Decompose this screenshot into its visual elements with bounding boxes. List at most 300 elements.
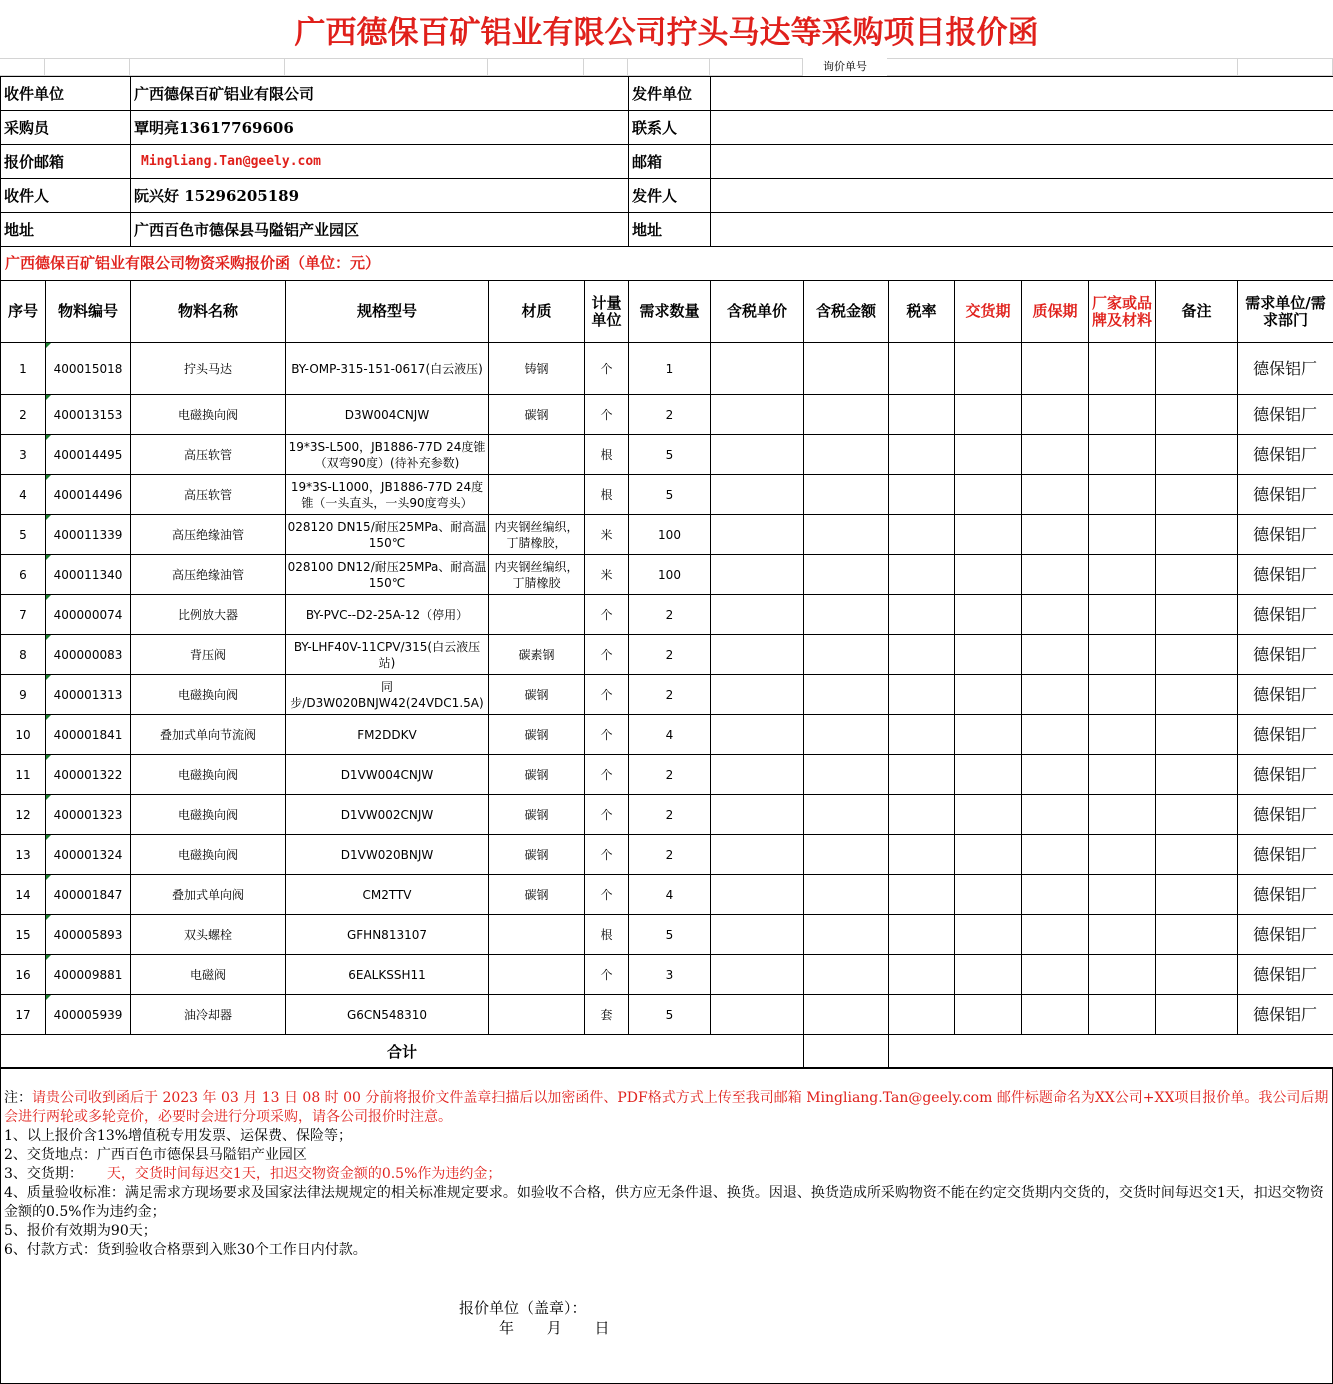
info-row bbox=[1, 77, 1333, 111]
cell-code[interactable]: 400001324 bbox=[46, 835, 131, 875]
cell-blank[interactable] bbox=[804, 715, 889, 755]
cell-name[interactable]: 电磁阀 bbox=[131, 955, 286, 995]
cell-dept[interactable]: 德保铝厂 bbox=[1238, 675, 1333, 715]
cell-unit[interactable]: 个 bbox=[585, 675, 629, 715]
cell-spec[interactable]: 028100 DN12/耐压25MPa、耐高温150℃ bbox=[286, 555, 489, 595]
cell-name[interactable]: 比例放大器 bbox=[131, 595, 286, 635]
column-header: 税率 bbox=[889, 281, 955, 343]
cell-blank[interactable] bbox=[711, 795, 804, 835]
cell-material[interactable]: 内夹钢丝编织，丁腈橡胶， bbox=[489, 515, 585, 555]
column-header: 厂家或品牌及材料 bbox=[1089, 281, 1156, 343]
cell-blank[interactable] bbox=[1156, 995, 1238, 1035]
note-item-3-text: 天，交货时间每迟交1天，扣迟交物资金额的0.5%作为违约金； bbox=[83, 1166, 501, 1182]
cell-blank[interactable] bbox=[1022, 715, 1089, 755]
note-item-3-prefix: 3、交货期： bbox=[4, 1166, 83, 1182]
cell-blank[interactable] bbox=[1022, 955, 1089, 995]
cell-qty[interactable]: 2 bbox=[629, 395, 711, 435]
cell-blank[interactable] bbox=[1156, 955, 1238, 995]
cell-blank[interactable] bbox=[1156, 915, 1238, 955]
cell-blank[interactable] bbox=[1089, 755, 1156, 795]
cell-blank[interactable] bbox=[889, 915, 955, 955]
cell-spec[interactable]: G6CN548310 bbox=[286, 995, 489, 1035]
cell-no[interactable]: 7 bbox=[1, 595, 46, 635]
cell-material[interactable]: 碳钢 bbox=[489, 795, 585, 835]
cell-blank[interactable] bbox=[955, 835, 1022, 875]
cell-name[interactable]: 电磁换向阀 bbox=[131, 795, 286, 835]
cell-dept[interactable]: 德保铝厂 bbox=[1238, 995, 1333, 1035]
cell-dept[interactable]: 德保铝厂 bbox=[1238, 955, 1333, 995]
cell-unit[interactable]: 个 bbox=[585, 755, 629, 795]
cell-dept[interactable]: 德保铝厂 bbox=[1238, 795, 1333, 835]
cell-qty[interactable]: 4 bbox=[629, 715, 711, 755]
cell-name[interactable]: 双头螺栓 bbox=[131, 915, 286, 955]
table-row bbox=[1, 675, 1333, 715]
note-item-5: 5、报价有效期为90天； bbox=[1, 1222, 1332, 1241]
cell-blank[interactable] bbox=[804, 515, 889, 555]
cell-blank[interactable] bbox=[1156, 343, 1238, 395]
cell-unit[interactable]: 个 bbox=[585, 635, 629, 675]
cell-blank[interactable] bbox=[889, 435, 955, 475]
sender-address-label: 地址 bbox=[629, 213, 711, 247]
cell-material[interactable]: 铸钢 bbox=[489, 343, 585, 395]
cell-blank[interactable] bbox=[1022, 795, 1089, 835]
info-row bbox=[1, 213, 1333, 247]
cell-blank[interactable] bbox=[1089, 675, 1156, 715]
cell-no[interactable]: 15 bbox=[1, 915, 46, 955]
page-title: 广西德保百矿铝业有限公司拧头马达等采购项目报价函 bbox=[0, 0, 1333, 58]
cell-code[interactable]: 400011339 bbox=[46, 515, 131, 555]
cell-blank[interactable] bbox=[1089, 435, 1156, 475]
note-item-1: 1、以上报价含13%增值税专用发票、运保费、保险等； bbox=[1, 1127, 1332, 1146]
cell-spec[interactable]: D1VW004CNJW bbox=[286, 755, 489, 795]
cell-unit[interactable]: 米 bbox=[585, 515, 629, 555]
total-amount[interactable] bbox=[804, 1035, 889, 1068]
cell-spec[interactable]: D1VW020BNJW bbox=[286, 835, 489, 875]
notes-prefix: 注： bbox=[4, 1090, 32, 1106]
cell-no[interactable]: 14 bbox=[1, 875, 46, 915]
cell-spec[interactable]: D3W004CNJW bbox=[286, 395, 489, 435]
cell-blank[interactable] bbox=[889, 755, 955, 795]
cell-no[interactable]: 3 bbox=[1, 435, 46, 475]
cell-blank[interactable] bbox=[1022, 343, 1089, 395]
cell-no[interactable]: 8 bbox=[1, 635, 46, 675]
cell-spec[interactable]: FM2DDKV bbox=[286, 715, 489, 755]
cell-blank[interactable] bbox=[1022, 555, 1089, 595]
cell-blank[interactable] bbox=[1022, 755, 1089, 795]
cell-dept[interactable]: 德保铝厂 bbox=[1238, 875, 1333, 915]
cell-blank[interactable] bbox=[711, 515, 804, 555]
note-item-3 bbox=[1, 1165, 1332, 1184]
cell-blank[interactable] bbox=[711, 395, 804, 435]
sender-unit-label: 发件单位 bbox=[629, 77, 711, 111]
cell-dept[interactable]: 德保铝厂 bbox=[1238, 515, 1333, 555]
cell-name[interactable]: 油冷却器 bbox=[131, 995, 286, 1035]
cell-material[interactable]: 碳钢 bbox=[489, 675, 585, 715]
cell-name[interactable]: 电磁换向阀 bbox=[131, 675, 286, 715]
cell-blank[interactable] bbox=[1156, 435, 1238, 475]
cell-blank[interactable] bbox=[711, 475, 804, 515]
cell-no[interactable]: 17 bbox=[1, 995, 46, 1035]
cell-blank[interactable] bbox=[804, 955, 889, 995]
cell-blank[interactable] bbox=[1022, 395, 1089, 435]
cell-spec[interactable]: GFHN813107 bbox=[286, 915, 489, 955]
cell-blank[interactable] bbox=[711, 555, 804, 595]
cell-blank[interactable] bbox=[889, 795, 955, 835]
cell-blank[interactable] bbox=[1089, 715, 1156, 755]
cell-blank[interactable] bbox=[804, 755, 889, 795]
sender-unit-value[interactable] bbox=[711, 77, 1333, 111]
receiver-value[interactable]: 阮兴好 15296205189 bbox=[131, 179, 629, 213]
cell-blank[interactable] bbox=[1156, 715, 1238, 755]
cell-unit[interactable]: 根 bbox=[585, 435, 629, 475]
cell-unit[interactable]: 个 bbox=[585, 835, 629, 875]
cell-blank[interactable] bbox=[1156, 395, 1238, 435]
cell-blank[interactable] bbox=[711, 435, 804, 475]
cell-blank[interactable] bbox=[804, 635, 889, 675]
cell-unit[interactable]: 根 bbox=[585, 915, 629, 955]
cell-no[interactable]: 16 bbox=[1, 955, 46, 995]
cell-no[interactable]: 4 bbox=[1, 475, 46, 515]
cell-blank[interactable] bbox=[804, 395, 889, 435]
cell-qty[interactable]: 2 bbox=[629, 755, 711, 795]
cell-blank[interactable] bbox=[1022, 835, 1089, 875]
recipient-unit-value[interactable]: 广西德保百矿铝业有限公司 bbox=[131, 77, 629, 111]
cell-no[interactable]: 12 bbox=[1, 795, 46, 835]
cell-blank[interactable] bbox=[804, 343, 889, 395]
cell-blank[interactable] bbox=[1022, 515, 1089, 555]
table-row bbox=[1, 635, 1333, 675]
sender-label: 发件人 bbox=[629, 179, 711, 213]
cell-qty[interactable]: 5 bbox=[629, 475, 711, 515]
cell-blank[interactable] bbox=[889, 875, 955, 915]
quote-email-label: 报价邮箱 bbox=[1, 145, 131, 179]
cell-blank[interactable] bbox=[1089, 515, 1156, 555]
cell-name[interactable]: 高压绝缘油管 bbox=[131, 515, 286, 555]
cell-unit[interactable]: 个 bbox=[585, 955, 629, 995]
cell-code[interactable]: 400001323 bbox=[46, 795, 131, 835]
cell-blank[interactable] bbox=[1022, 435, 1089, 475]
cell-unit[interactable]: 根 bbox=[585, 475, 629, 515]
cell-blank[interactable] bbox=[1156, 875, 1238, 915]
cell-qty[interactable]: 2 bbox=[629, 835, 711, 875]
cell-blank[interactable] bbox=[1156, 835, 1238, 875]
cell-blank[interactable] bbox=[804, 915, 889, 955]
cell-dept[interactable]: 德保铝厂 bbox=[1238, 595, 1333, 635]
cell-qty[interactable]: 3 bbox=[629, 955, 711, 995]
cell-material[interactable]: 内夹钢丝编织，丁腈橡胶 bbox=[489, 555, 585, 595]
cell-no[interactable]: 5 bbox=[1, 515, 46, 555]
cell-blank[interactable] bbox=[1022, 475, 1089, 515]
cell-spec[interactable]: 028120 DN15/耐压25MPa、耐高温150℃ bbox=[286, 515, 489, 555]
cell-blank[interactable] bbox=[955, 343, 1022, 395]
cell-code[interactable]: 400000083 bbox=[46, 635, 131, 675]
cell-qty[interactable]: 2 bbox=[629, 595, 711, 635]
address-value[interactable]: 广西百色市德保县马隘铝产业园区 bbox=[131, 213, 629, 247]
contact-label: 联系人 bbox=[629, 111, 711, 145]
cell-code[interactable]: 400005893 bbox=[46, 915, 131, 955]
cell-blank[interactable] bbox=[711, 955, 804, 995]
cell-material[interactable] bbox=[489, 955, 585, 995]
cell-name[interactable]: 拧头马达 bbox=[131, 343, 286, 395]
cell-blank[interactable] bbox=[955, 515, 1022, 555]
cell-no[interactable]: 9 bbox=[1, 675, 46, 715]
cell-blank[interactable] bbox=[889, 635, 955, 675]
cell-code[interactable]: 400013153 bbox=[46, 395, 131, 435]
cell-spec[interactable]: 19*3S-L1000，JB1886-77D 24度锥（一头直头，一头90度弯头） bbox=[286, 475, 489, 515]
cell-blank[interactable] bbox=[1089, 595, 1156, 635]
cell-blank[interactable] bbox=[804, 475, 889, 515]
cell-dept[interactable]: 德保铝厂 bbox=[1238, 555, 1333, 595]
cell-blank[interactable] bbox=[711, 635, 804, 675]
cell-code[interactable]: 400015018 bbox=[46, 343, 131, 395]
buyer-value[interactable]: 覃明亮13617769606 bbox=[131, 111, 629, 145]
cell-blank[interactable] bbox=[1089, 343, 1156, 395]
cell-spec[interactable]: BY-OMP-315-151-0617(白云液压) bbox=[286, 343, 489, 395]
cell-dept[interactable]: 德保铝厂 bbox=[1238, 915, 1333, 955]
cell-blank[interactable] bbox=[889, 395, 955, 435]
cell-qty[interactable]: 1 bbox=[629, 343, 711, 395]
cell-name[interactable]: 电磁换向阀 bbox=[131, 835, 286, 875]
cell-blank[interactable] bbox=[955, 635, 1022, 675]
note-item-4: 4、质量验收标准：满足需求方现场要求及国家法律法规规定的相关标准规定要求。如验收不合格，供方应无条件退、换货。因退、换货造成所采购物资不能在约定交货期内交货的，交货时间每迟交1天，扣迟交物资金额的0.5%作为违约金； bbox=[1, 1184, 1332, 1222]
cell-material[interactable] bbox=[489, 435, 585, 475]
cell-no[interactable]: 13 bbox=[1, 835, 46, 875]
cell-code[interactable]: 400011340 bbox=[46, 555, 131, 595]
cell-blank[interactable] bbox=[711, 675, 804, 715]
cell-qty[interactable]: 100 bbox=[629, 515, 711, 555]
cell-qty[interactable]: 2 bbox=[629, 635, 711, 675]
sender-value[interactable] bbox=[711, 179, 1333, 213]
cell-name[interactable]: 电磁换向阀 bbox=[131, 395, 286, 435]
cell-unit[interactable]: 个 bbox=[585, 343, 629, 395]
cell-blank[interactable] bbox=[1089, 395, 1156, 435]
cell-blank[interactable] bbox=[955, 995, 1022, 1035]
column-header: 含税单价 bbox=[711, 281, 804, 343]
cell-blank[interactable] bbox=[1089, 835, 1156, 875]
cell-dept[interactable]: 德保铝厂 bbox=[1238, 715, 1333, 755]
cell-material[interactable]: 碳素钢 bbox=[489, 635, 585, 675]
cell-blank[interactable] bbox=[1089, 635, 1156, 675]
email-value[interactable] bbox=[711, 145, 1333, 179]
cell-blank[interactable] bbox=[1156, 475, 1238, 515]
cell-blank[interactable] bbox=[804, 835, 889, 875]
cell-blank[interactable] bbox=[1089, 955, 1156, 995]
cell-blank[interactable] bbox=[1089, 995, 1156, 1035]
cell-blank[interactable] bbox=[711, 715, 804, 755]
cell-blank[interactable] bbox=[1022, 915, 1089, 955]
cell-blank[interactable] bbox=[804, 435, 889, 475]
column-header: 质保期 bbox=[1022, 281, 1089, 343]
cell-blank[interactable] bbox=[955, 475, 1022, 515]
cell-blank[interactable] bbox=[711, 875, 804, 915]
cell-blank[interactable] bbox=[804, 875, 889, 915]
cell-qty[interactable]: 5 bbox=[629, 995, 711, 1035]
cell-blank[interactable] bbox=[955, 435, 1022, 475]
cell-spec[interactable]: CM2TTV bbox=[286, 875, 489, 915]
cell-blank[interactable] bbox=[804, 795, 889, 835]
column-header: 交货期 bbox=[955, 281, 1022, 343]
cell-code[interactable]: 400001847 bbox=[46, 875, 131, 915]
cell-no[interactable]: 6 bbox=[1, 555, 46, 595]
cell-qty[interactable]: 100 bbox=[629, 555, 711, 595]
cell-code[interactable]: 400005939 bbox=[46, 995, 131, 1035]
cell-blank[interactable] bbox=[955, 755, 1022, 795]
cell-code[interactable]: 400001841 bbox=[46, 715, 131, 755]
cell-blank[interactable] bbox=[955, 795, 1022, 835]
cell-dept[interactable]: 德保铝厂 bbox=[1238, 835, 1333, 875]
cell-unit[interactable]: 个 bbox=[585, 875, 629, 915]
cell-blank[interactable] bbox=[711, 835, 804, 875]
cell-blank[interactable] bbox=[1089, 915, 1156, 955]
cell-qty[interactable]: 5 bbox=[629, 915, 711, 955]
quote-email-link[interactable]: Mingliang.Tan@geely.com bbox=[131, 145, 629, 179]
cell-blank[interactable] bbox=[1089, 795, 1156, 835]
cell-blank[interactable] bbox=[889, 715, 955, 755]
cell-material[interactable] bbox=[489, 595, 585, 635]
cell-blank[interactable] bbox=[889, 595, 955, 635]
cell-code[interactable]: 400014496 bbox=[46, 475, 131, 515]
cell-unit[interactable]: 个 bbox=[585, 595, 629, 635]
cell-material[interactable] bbox=[489, 915, 585, 955]
cell-blank[interactable] bbox=[711, 995, 804, 1035]
cell-blank[interactable] bbox=[804, 995, 889, 1035]
cell-blank[interactable] bbox=[955, 395, 1022, 435]
column-header: 含税金额 bbox=[804, 281, 889, 343]
cell-unit[interactable]: 个 bbox=[585, 715, 629, 755]
cell-material[interactable]: 碳钢 bbox=[489, 835, 585, 875]
cell-blank[interactable] bbox=[1022, 995, 1089, 1035]
cell-unit[interactable]: 米 bbox=[585, 555, 629, 595]
cell-name[interactable]: 电磁换向阀 bbox=[131, 755, 286, 795]
cell-code[interactable]: 400001322 bbox=[46, 755, 131, 795]
cell-dept[interactable]: 德保铝厂 bbox=[1238, 395, 1333, 435]
cell-name[interactable]: 高压绝缘油管 bbox=[131, 555, 286, 595]
cell-no[interactable]: 11 bbox=[1, 755, 46, 795]
cell-blank[interactable] bbox=[1156, 675, 1238, 715]
grid-cell bbox=[628, 58, 710, 76]
cell-name[interactable]: 叠加式单向阀 bbox=[131, 875, 286, 915]
cell-blank[interactable] bbox=[889, 675, 955, 715]
table-row bbox=[1, 915, 1333, 955]
cell-blank[interactable] bbox=[1156, 555, 1238, 595]
cell-blank[interactable] bbox=[1089, 555, 1156, 595]
cell-blank[interactable] bbox=[1156, 795, 1238, 835]
cell-blank[interactable] bbox=[1022, 635, 1089, 675]
cell-material[interactable]: 碳钢 bbox=[489, 395, 585, 435]
recipient-unit-label: 收件单位 bbox=[1, 77, 131, 111]
grid-cell bbox=[130, 58, 285, 76]
cell-blank[interactable] bbox=[955, 955, 1022, 995]
total-row bbox=[1, 1035, 1333, 1068]
cell-blank[interactable] bbox=[889, 995, 955, 1035]
cell-dept[interactable]: 德保铝厂 bbox=[1238, 635, 1333, 675]
cell-spec[interactable]: 同步/D3W020BNJW42(24VDC1.5A) bbox=[286, 675, 489, 715]
cell-blank[interactable] bbox=[804, 555, 889, 595]
cell-blank[interactable] bbox=[955, 715, 1022, 755]
cell-dept[interactable]: 德保铝厂 bbox=[1238, 343, 1333, 395]
cell-no[interactable]: 2 bbox=[1, 395, 46, 435]
cell-dept[interactable]: 德保铝厂 bbox=[1238, 435, 1333, 475]
cell-blank[interactable] bbox=[711, 915, 804, 955]
cell-blank[interactable] bbox=[955, 595, 1022, 635]
cell-material[interactable]: 碳钢 bbox=[489, 875, 585, 915]
cell-blank[interactable] bbox=[1022, 675, 1089, 715]
cell-blank[interactable] bbox=[889, 343, 955, 395]
cell-spec[interactable]: BY-LHF40V-11CPV/315(白云液压站) bbox=[286, 635, 489, 675]
cell-blank[interactable] bbox=[1156, 755, 1238, 795]
cell-spec[interactable]: 19*3S-L500，JB1886-77D 24度锥（双弯90度）(待补充参数) bbox=[286, 435, 489, 475]
cell-blank[interactable] bbox=[955, 875, 1022, 915]
cell-blank[interactable] bbox=[889, 835, 955, 875]
contact-value[interactable] bbox=[711, 111, 1333, 145]
cell-blank[interactable] bbox=[804, 595, 889, 635]
cell-blank[interactable] bbox=[804, 675, 889, 715]
cell-name[interactable]: 高压软管 bbox=[131, 435, 286, 475]
cell-dept[interactable]: 德保铝厂 bbox=[1238, 475, 1333, 515]
cell-blank[interactable] bbox=[1089, 475, 1156, 515]
note-item-2: 2、交货地点：广西百色市德保县马隘铝产业园区 bbox=[1, 1146, 1332, 1165]
cell-qty[interactable]: 4 bbox=[629, 875, 711, 915]
cell-unit[interactable]: 个 bbox=[585, 395, 629, 435]
cell-blank[interactable] bbox=[955, 675, 1022, 715]
cell-code[interactable]: 400009881 bbox=[46, 955, 131, 995]
cell-blank[interactable] bbox=[1022, 595, 1089, 635]
cell-blank[interactable] bbox=[955, 555, 1022, 595]
cell-name[interactable]: 高压软管 bbox=[131, 475, 286, 515]
notes-main bbox=[1, 1089, 1332, 1127]
cell-blank[interactable] bbox=[889, 955, 955, 995]
cell-spec[interactable]: 6EALKSSH11 bbox=[286, 955, 489, 995]
cell-qty[interactable]: 2 bbox=[629, 675, 711, 715]
cell-code[interactable]: 400001313 bbox=[46, 675, 131, 715]
cell-name[interactable]: 背压阀 bbox=[131, 635, 286, 675]
cell-material[interactable] bbox=[489, 475, 585, 515]
column-header: 规格型号 bbox=[286, 281, 489, 343]
grid-cell bbox=[488, 58, 584, 76]
cell-blank[interactable] bbox=[1089, 875, 1156, 915]
cell-code[interactable]: 400000074 bbox=[46, 595, 131, 635]
cell-qty[interactable]: 2 bbox=[629, 795, 711, 835]
cell-unit[interactable]: 套 bbox=[585, 995, 629, 1035]
cell-unit[interactable]: 个 bbox=[585, 795, 629, 835]
cell-blank[interactable] bbox=[1022, 875, 1089, 915]
cell-spec[interactable]: D1VW002CNJW bbox=[286, 795, 489, 835]
cell-material[interactable] bbox=[489, 995, 585, 1035]
cell-blank[interactable] bbox=[889, 475, 955, 515]
cell-blank[interactable] bbox=[1156, 515, 1238, 555]
cell-blank[interactable] bbox=[711, 755, 804, 795]
cell-blank[interactable] bbox=[1156, 635, 1238, 675]
cell-material[interactable]: 碳钢 bbox=[489, 755, 585, 795]
cell-no[interactable]: 10 bbox=[1, 715, 46, 755]
cell-blank[interactable] bbox=[955, 915, 1022, 955]
cell-blank[interactable] bbox=[889, 515, 955, 555]
column-header: 物料名称 bbox=[131, 281, 286, 343]
cell-material[interactable]: 碳钢 bbox=[489, 715, 585, 755]
cell-name[interactable]: 叠加式单向节流阀 bbox=[131, 715, 286, 755]
cell-blank[interactable] bbox=[711, 595, 804, 635]
cell-no[interactable]: 1 bbox=[1, 343, 46, 395]
cell-spec[interactable]: BY-PVC--D2-25A-12（停用） bbox=[286, 595, 489, 635]
cell-blank[interactable] bbox=[889, 555, 955, 595]
cell-blank[interactable] bbox=[711, 343, 804, 395]
table-row bbox=[1, 395, 1333, 435]
sender-address-value[interactable] bbox=[711, 213, 1333, 247]
cell-qty[interactable]: 5 bbox=[629, 435, 711, 475]
cell-blank[interactable] bbox=[1156, 595, 1238, 635]
cell-code[interactable]: 400014495 bbox=[46, 435, 131, 475]
cell-dept[interactable]: 德保铝厂 bbox=[1238, 755, 1333, 795]
